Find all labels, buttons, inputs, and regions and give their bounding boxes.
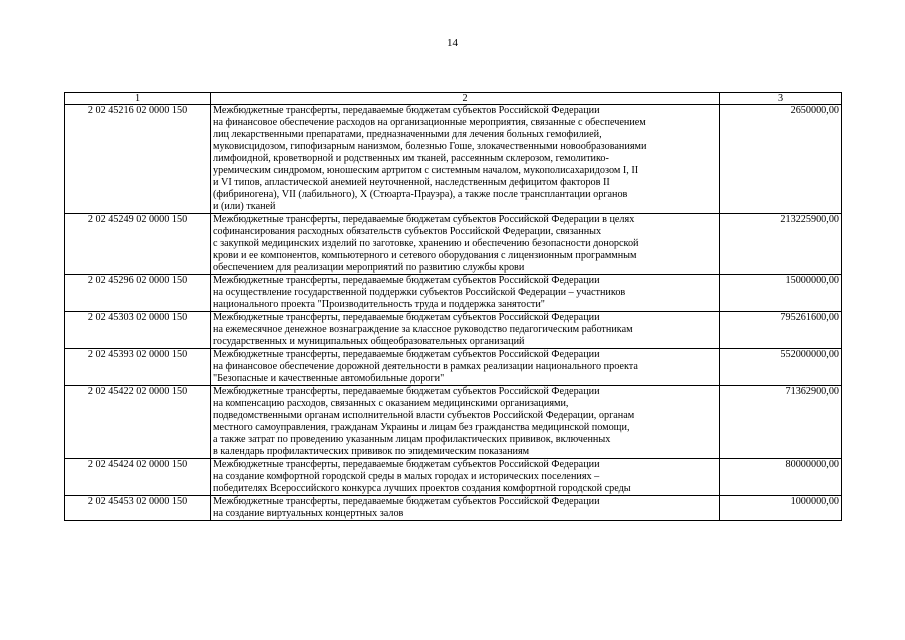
description-cell	[211, 459, 720, 496]
description-line: а также затрат по проведению указанным лицам профилактических прививок, включенных	[213, 434, 611, 445]
description-line: на компенсацию расходов, связанных с оказанием медицинскими организациями,	[213, 398, 569, 409]
table-row	[65, 349, 842, 386]
description-line: обеспечением для реализации мероприятий по развитию службы крови	[213, 262, 525, 273]
description-line: на создание виртуальных концертных залов	[213, 508, 404, 519]
description-line: и VI типов, апластической анемией неуточненной, наследственным дефицитом факторов II	[213, 177, 610, 188]
description-cell	[211, 214, 720, 275]
table-row	[65, 275, 842, 312]
table-row	[65, 459, 842, 496]
revenue-code-cell: 2 02 45303 02 0000 150	[65, 312, 211, 349]
amount-cell: 552000000,00	[720, 349, 842, 386]
description-line: на осуществление государственной поддержки субъектов Российской Федерации – участников	[213, 287, 626, 298]
description-cell	[211, 349, 720, 386]
table-row	[65, 312, 842, 349]
description-line: Межбюджетные трансферты, передаваемые бюджетам субъектов Российской Федерации	[213, 349, 600, 360]
description-line: Межбюджетные трансферты, передаваемые бюджетам субъектов Российской Федерации	[213, 459, 600, 470]
description-cell	[211, 386, 720, 459]
table-row	[65, 105, 842, 214]
description-line: "Безопасные и качественные автомобильные дороги"	[213, 373, 445, 384]
description-line: на финансовое обеспечение расходов на организационные мероприятия, связанные с обеспечением	[213, 117, 646, 128]
amount-cell: 80000000,00	[720, 459, 842, 496]
description-line: софинансирования расходных обязательств субъектов Российской Федерации, связанных	[213, 226, 602, 237]
description-line: в календарь профилактических прививок по эпидемическим показаниям	[213, 446, 530, 457]
column-2-header: 2	[211, 93, 720, 105]
description-line: национального проекта "Производительность труда и поддержка занятости"	[213, 299, 545, 310]
revenue-code-cell: 2 02 45424 02 0000 150	[65, 459, 211, 496]
description-line: и (или) тканей	[213, 201, 276, 212]
amount-cell: 1000000,00	[720, 496, 842, 521]
revenue-code-cell: 2 02 45296 02 0000 150	[65, 275, 211, 312]
revenue-code-cell: 2 02 45422 02 0000 150	[65, 386, 211, 459]
budget-table	[64, 92, 842, 521]
amount-cell: 795261600,00	[720, 312, 842, 349]
description-line: Межбюджетные трансферты, передаваемые бюджетам субъектов Российской Федерации	[213, 496, 600, 507]
description-line: на создание комфортной городской среды в малых городах и исторических поселениях –	[213, 471, 600, 482]
revenue-code-cell: 2 02 45216 02 0000 150	[65, 105, 211, 214]
description-line: уремическим синдромом, юношеским артритом с системным началом, мукополисахаридозом I, II	[213, 165, 639, 176]
column-3-header: 3	[720, 93, 842, 105]
description-line: победителях Всероссийского конкурса лучших проектов создания комфортной городской среды	[213, 483, 631, 494]
description-line: государственных и муниципальных общеобразовательных организаций	[213, 336, 525, 347]
column-1-header: 1	[65, 93, 211, 105]
amount-cell: 2650000,00	[720, 105, 842, 214]
description-cell	[211, 496, 720, 521]
description-line: (фибриногена), VII (лабильного), X (Стюарта-Прауэра), а также после трансплантации органов	[213, 189, 628, 200]
revenue-code-cell: 2 02 45249 02 0000 150	[65, 214, 211, 275]
table-row	[65, 214, 842, 275]
description-line: подведомственными органам исполнительной власти субъектов Российской Федерации, органам	[213, 410, 635, 421]
table-row	[65, 496, 842, 521]
page-number: 14	[447, 37, 458, 49]
description-line: местного самоуправления, гражданам Украины и лицам без гражданства медицинской помощи,	[213, 422, 630, 433]
description-line: Межбюджетные трансферты, передаваемые бюджетам субъектов Российской Федерации	[213, 386, 600, 397]
description-line: крови и ее компонентов, компьютерного и сетевого оборудования с лицензионным программным	[213, 250, 637, 261]
description-line: на финансовое обеспечение дорожной деятельности в рамках реализации национального проекта	[213, 361, 638, 372]
description-line: Межбюджетные трансферты, передаваемые бюджетам субъектов Российской Федерации	[213, 105, 600, 116]
description-line: Межбюджетные трансферты, передаваемые бюджетам субъектов Российской Федерации	[213, 312, 600, 323]
amount-cell: 213225900,00	[720, 214, 842, 275]
revenue-code-cell: 2 02 45453 02 0000 150	[65, 496, 211, 521]
table-body	[65, 105, 842, 521]
description-cell	[211, 105, 720, 214]
description-line: лимфоидной, кроветворной и родственных им тканей, рассеянным склерозом, гемолитико-	[213, 153, 609, 164]
description-line: с закупкой медицинских изделий по заготовке, хранению и обеспечению безопасности донорской	[213, 238, 639, 249]
amount-cell: 15000000,00	[720, 275, 842, 312]
revenue-code-cell: 2 02 45393 02 0000 150	[65, 349, 211, 386]
description-line: лиц лекарственными препаратами, предназначенными для лечения больных гемофилией,	[213, 129, 602, 140]
description-line: Межбюджетные трансферты, передаваемые бюджетам субъектов Российской Федерации в целях	[213, 214, 635, 225]
description-line: Межбюджетные трансферты, передаваемые бюджетам субъектов Российской Федерации	[213, 275, 600, 286]
description-line: муковисцидозом, гипофизарным нанизмом, болезнью Гоше, злокачественными новообразованиями	[213, 141, 647, 152]
description-cell	[211, 275, 720, 312]
table-row	[65, 386, 842, 459]
amount-cell: 71362900,00	[720, 386, 842, 459]
description-cell	[211, 312, 720, 349]
column-number-header-row	[65, 93, 842, 105]
description-line: на ежемесячное денежное вознаграждение за классное руководство педагогическим работникам	[213, 324, 633, 335]
